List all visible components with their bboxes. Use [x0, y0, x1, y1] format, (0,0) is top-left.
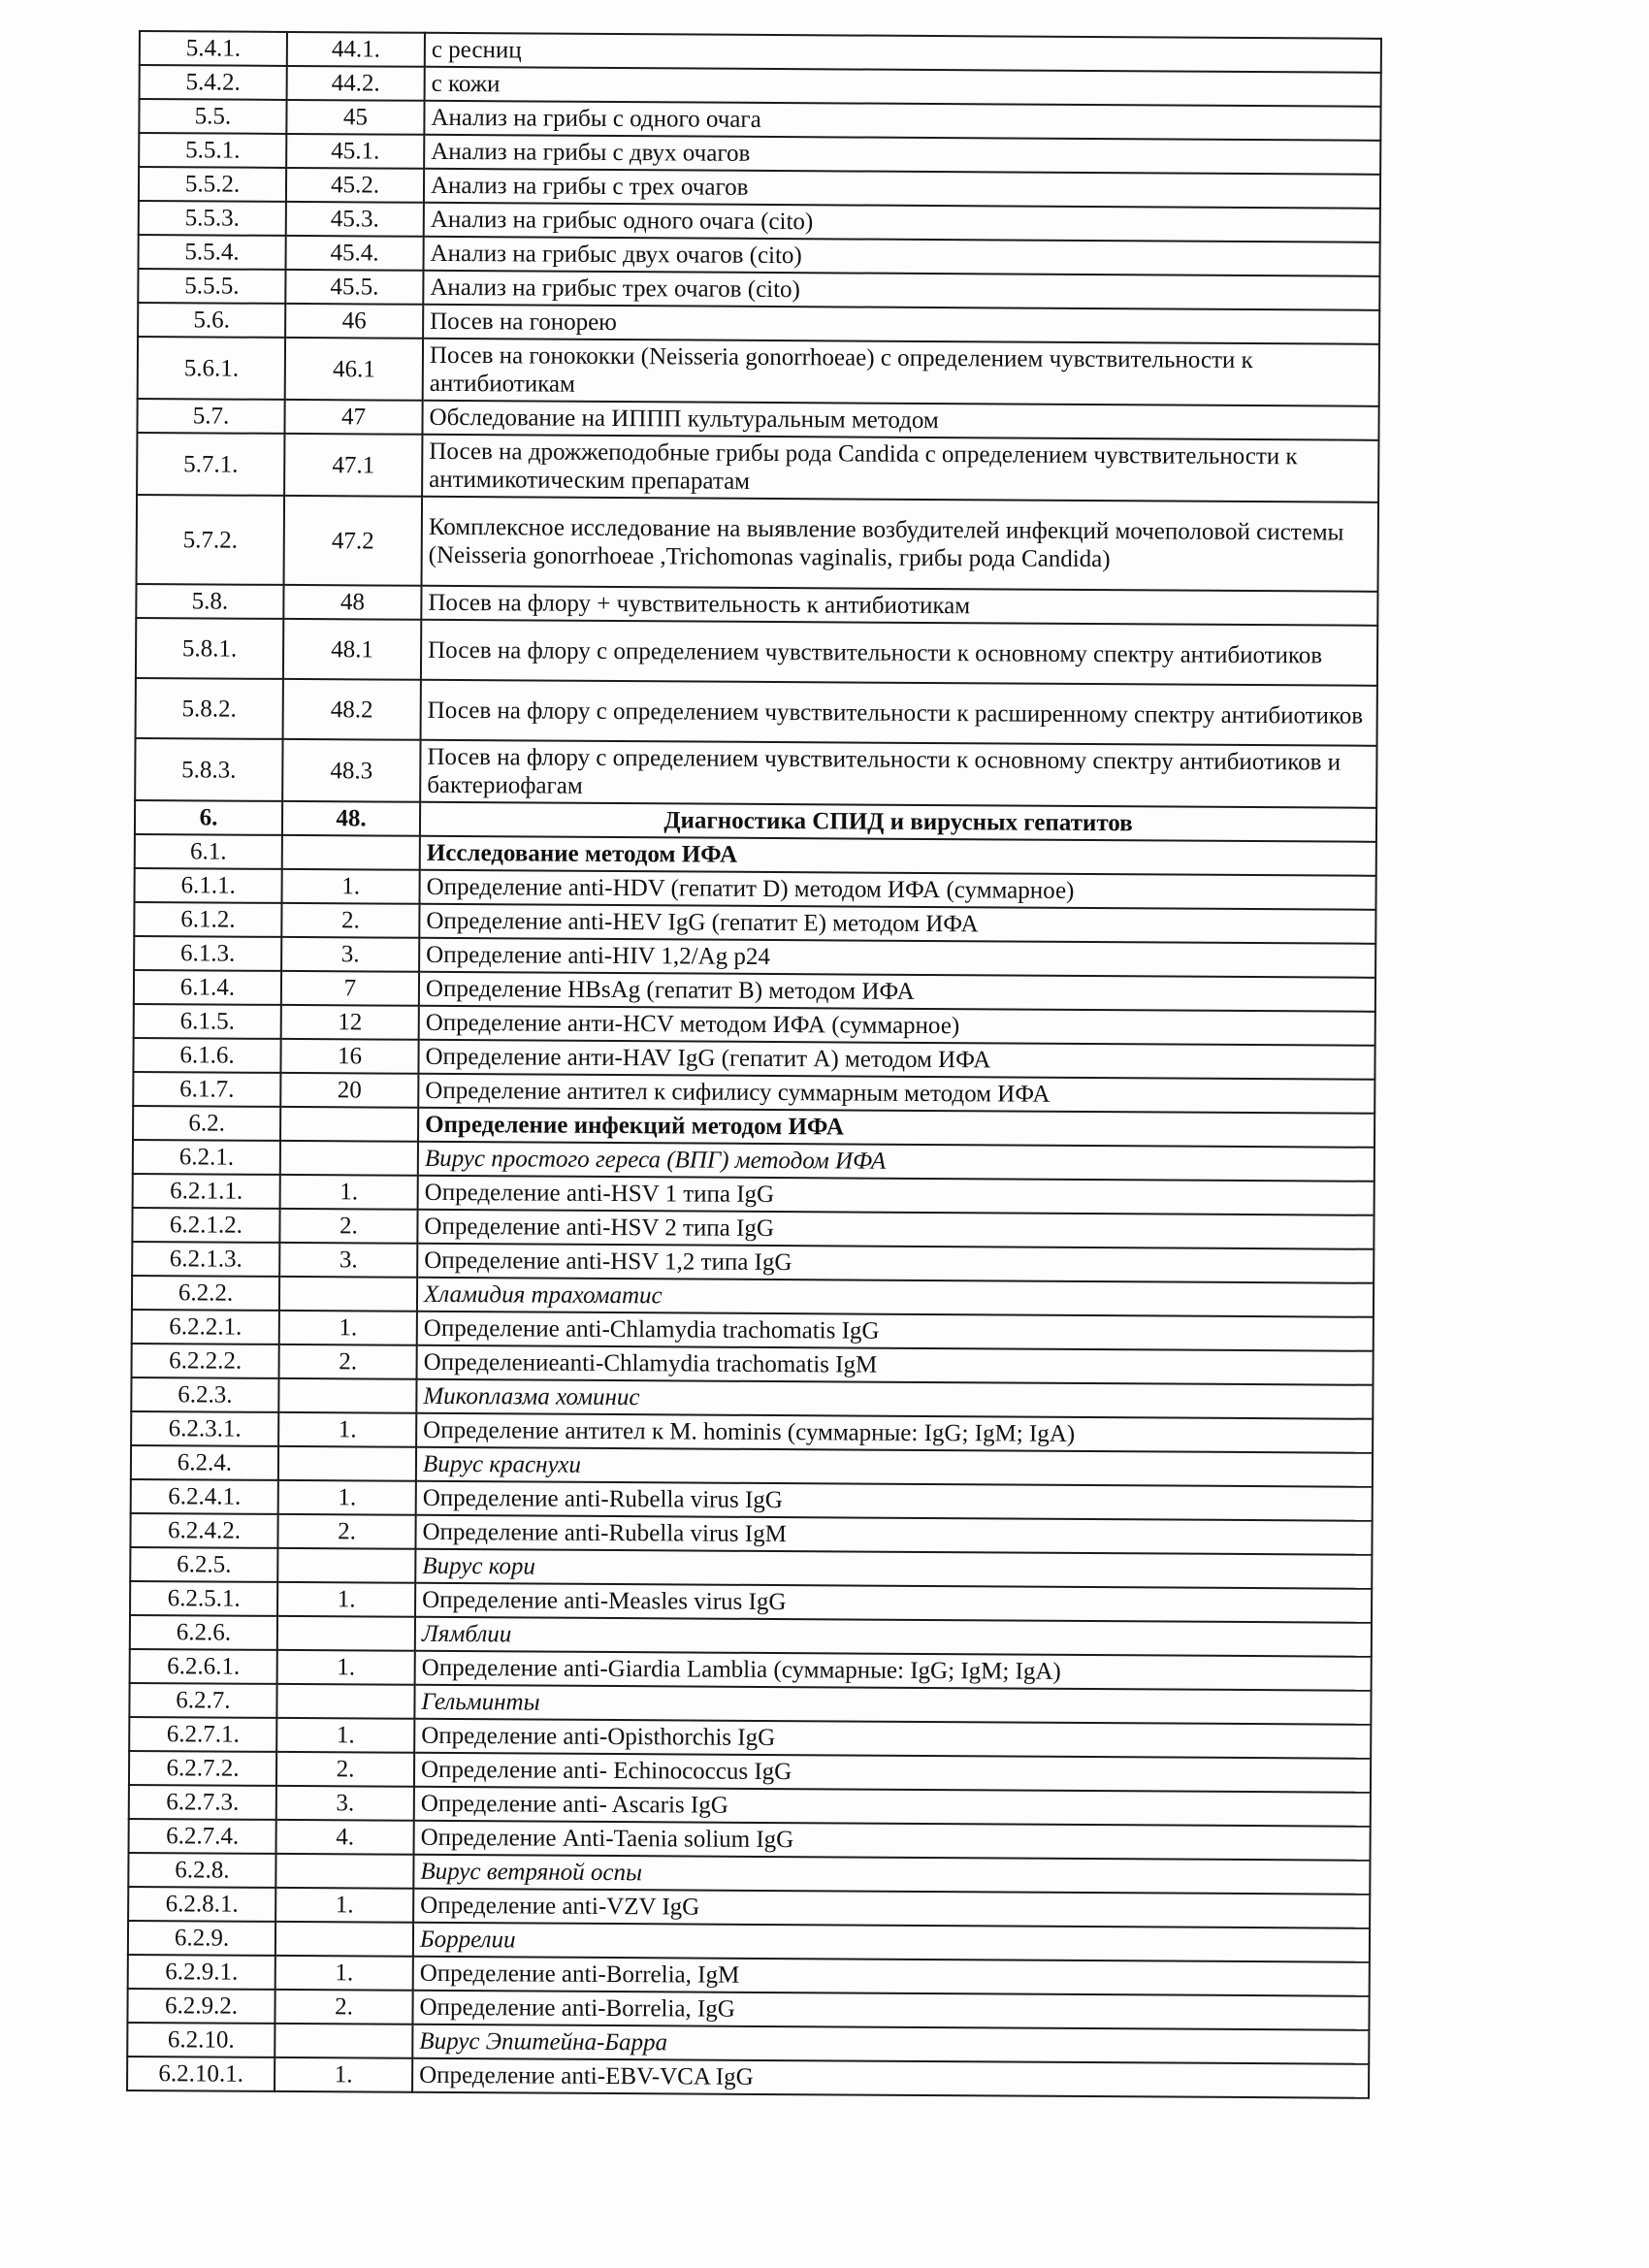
row-number-cell: 48 — [283, 585, 421, 620]
row-number-cell: 2. — [277, 1514, 415, 1549]
row-number-cell — [277, 1548, 415, 1583]
row-service-name-cell: Определение anti- Echinococcus IgG — [414, 1753, 1371, 1793]
row-code-cell: 5.8.1. — [136, 618, 283, 679]
row-service-name-cell: Анализ на грибыс одного очага (cito) — [424, 203, 1380, 243]
row-code-cell: 6.2.4.2. — [130, 1513, 277, 1548]
row-code-cell: 6.2.2.1. — [132, 1310, 279, 1345]
row-number-cell — [275, 1854, 413, 1889]
row-number-cell: 44.2. — [287, 66, 425, 101]
row-number-cell: 1. — [275, 2057, 412, 2092]
row-code-cell: 6.2.5. — [130, 1547, 277, 1582]
row-code-cell: 6.2.8. — [128, 1853, 275, 1888]
row-code-cell: 6.2.1.2. — [132, 1208, 279, 1243]
row-service-name-cell: Посев на флору с определением чувствительности к основному спектру антибиотиков — [421, 620, 1377, 686]
row-number-cell: 48. — [282, 801, 420, 836]
row-number-cell: 3. — [279, 1243, 417, 1278]
row-code-cell: 6.1.1. — [135, 868, 282, 903]
row-service-name-cell: Определение anti-HSV 1,2 типа IgG — [417, 1244, 1374, 1283]
row-service-name-cell: Анализ на грибы с одного очага — [424, 101, 1380, 141]
row-number-cell: 1. — [278, 1412, 416, 1447]
row-service-name-cell: Исследование методом ИФА — [420, 836, 1376, 876]
row-code-cell: 6.2.7.2. — [129, 1751, 276, 1786]
row-service-name-cell: Определение anti-HEV IgG (гепатит E) методом ИФА — [419, 904, 1375, 944]
row-service-name-cell: Определение anti-Borrelia, IgM — [413, 1957, 1370, 1996]
row-service-name-cell: Посев на флору с определением чувствительности к основному спектру антибиотиков и бактериофагам — [420, 740, 1376, 808]
row-number-cell: 1. — [282, 869, 420, 904]
row-service-name-cell: Вирус кори — [415, 1549, 1372, 1589]
row-code-cell: 6.1.2. — [134, 902, 281, 937]
row-service-name-cell: Определение anti-HSV 2 типа IgG — [417, 1210, 1374, 1249]
row-code-cell: 5.7.2. — [137, 495, 285, 585]
row-number-cell: 47.2 — [284, 496, 423, 586]
row-number-cell: 44.1. — [287, 32, 425, 67]
row-code-cell: 6.2.7.1. — [129, 1717, 276, 1752]
row-code-cell: 6.2.4. — [131, 1445, 278, 1480]
row-number-cell: 20 — [280, 1073, 418, 1108]
row-number-cell: 1. — [277, 1650, 415, 1685]
table-body — [127, 31, 1381, 2098]
row-code-cell: 5.4.2. — [140, 65, 287, 100]
table-row — [136, 618, 1377, 686]
row-code-cell: 6.2.1.3. — [132, 1242, 279, 1277]
row-service-name-cell: Определение anti-VZV IgG — [413, 1889, 1370, 1928]
row-number-cell: 7 — [281, 971, 419, 1006]
row-code-cell: 6.2.6.1. — [130, 1649, 277, 1684]
row-service-name-cell: Микоплазма хоминис — [416, 1379, 1373, 1419]
row-number-cell — [275, 1922, 413, 1957]
row-service-name-cell: с ресниц — [425, 33, 1381, 73]
row-number-cell: 1. — [280, 1175, 418, 1210]
row-service-name-cell: Определение anti-Giardia Lamblia (суммарные: IgG; IgM; IgA) — [415, 1651, 1372, 1691]
row-number-cell — [280, 1141, 418, 1176]
row-code-cell: 5.5.2. — [139, 167, 286, 202]
row-number-cell: 4. — [276, 1820, 414, 1855]
row-code-cell: 6.2.7.4. — [129, 1819, 276, 1854]
row-code-cell: 6.2.9. — [128, 1921, 275, 1956]
row-service-name-cell: Анализ на грибы с двух очагов — [424, 135, 1380, 175]
row-number-cell: 2. — [281, 903, 419, 938]
row-number-cell: 1. — [276, 1718, 414, 1753]
row-number-cell: 48.2 — [283, 679, 421, 740]
row-code-cell: 6.2.10.1. — [127, 2057, 275, 2091]
row-service-name-cell: Определение anti-Rubella virus IgM — [415, 1515, 1372, 1555]
row-number-cell: 3. — [276, 1786, 414, 1821]
row-service-name-cell: Обследование на ИППП культуральным методом — [422, 401, 1378, 440]
row-code-cell: 6.2.2.2. — [132, 1344, 279, 1378]
row-number-cell — [278, 1378, 416, 1413]
row-number-cell: 1. — [277, 1582, 415, 1617]
row-code-cell: 6.2.5.1. — [130, 1581, 277, 1616]
row-code-cell: 5.5.5. — [138, 269, 285, 304]
row-number-cell: 1. — [275, 1888, 413, 1923]
row-service-name-cell: с кожи — [425, 67, 1381, 107]
row-number-cell — [277, 1616, 415, 1651]
row-number-cell: 2. — [279, 1209, 417, 1244]
row-code-cell: 6.2.9.1. — [128, 1955, 275, 1990]
row-number-cell: 1. — [279, 1311, 417, 1345]
row-number-cell: 12 — [281, 1005, 419, 1040]
row-code-cell: 5.5.4. — [138, 235, 285, 270]
row-code-cell: 6. — [135, 800, 282, 835]
row-code-cell: 6.2.6. — [130, 1615, 277, 1650]
price-table-wrapper — [126, 30, 1380, 2099]
row-service-name-cell: Вирус простого гереса (ВПГ) методом ИФА — [418, 1142, 1374, 1182]
row-service-name-cell: Хламидия трахоматис — [417, 1278, 1374, 1317]
row-code-cell: 5.7. — [137, 399, 284, 434]
row-code-cell: 6.2.1.1. — [133, 1174, 280, 1209]
row-code-cell: 5.4.1. — [140, 31, 287, 66]
row-number-cell: 48.1 — [283, 619, 421, 680]
row-service-name-cell: Определение anti- Ascaris IgG — [414, 1787, 1371, 1827]
row-code-cell: 6.2.1. — [133, 1140, 280, 1175]
row-code-cell: 6.2.8.1. — [128, 1887, 275, 1922]
row-code-cell: 5.5.1. — [139, 133, 286, 168]
table-row — [137, 495, 1379, 592]
row-service-name-cell: Посев на гонококки (Neisseria gonorrhoeae) с определением чувствительности к антибиотикам — [423, 339, 1379, 406]
row-code-cell: 5.8.2. — [136, 678, 283, 739]
row-service-name-cell: Определение anti-Rubella virus IgG — [416, 1481, 1373, 1521]
row-code-cell: 5.8. — [136, 584, 283, 619]
row-number-cell: 16 — [280, 1039, 418, 1074]
row-service-name-cell: Вирус ветряной оспы — [413, 1855, 1370, 1895]
row-number-cell: 47 — [284, 400, 422, 435]
price-list-table — [126, 30, 1382, 2099]
row-code-cell: 6.1.4. — [134, 970, 281, 1005]
table-row — [136, 678, 1377, 746]
row-service-name-cell: Определение антител к сифилису суммарным методом ИФА — [418, 1074, 1374, 1114]
row-number-cell — [280, 1107, 418, 1142]
row-number-cell: 46 — [285, 304, 423, 339]
row-code-cell: 6.1.6. — [133, 1038, 280, 1073]
table-row — [137, 433, 1378, 502]
row-service-name-cell: Определение anti-Chlamydia trachomatis IgG — [417, 1312, 1374, 1351]
row-code-cell: 6.2.10. — [127, 2023, 275, 2057]
row-service-name-cell: Определение инфекций методом ИФА — [418, 1108, 1374, 1148]
row-code-cell: 6.1.5. — [134, 1004, 281, 1039]
row-service-name-cell: Определение anti-Measles virus IgG — [415, 1583, 1372, 1623]
row-service-name-cell: Посев на флору + чувствительность к антибиотикам — [421, 586, 1377, 626]
row-number-cell: 48.3 — [282, 739, 420, 802]
row-service-name-cell: Определение анти-HCV методом ИФА (суммарное) — [419, 1006, 1375, 1046]
row-code-cell: 6.2.9.2. — [127, 1989, 275, 2024]
row-service-name-cell: Лямблии — [415, 1617, 1372, 1657]
table-row — [138, 337, 1379, 406]
row-code-cell: 5.6.1. — [138, 337, 285, 400]
row-number-cell: 45.2. — [286, 168, 424, 203]
row-service-name-cell: Определение anti-EBV-VCA IgG — [412, 2058, 1369, 2098]
table-row — [127, 2057, 1369, 2098]
row-code-cell: 5.7.1. — [137, 433, 284, 496]
row-service-name-cell: Диагностика СПИД и вирусных гепатитов — [420, 802, 1376, 842]
row-service-name-cell: Определение Anti-Taenia solium IgG — [414, 1821, 1371, 1861]
row-service-name-cell: Анализ на грибыс трех очагов (cito) — [423, 271, 1379, 310]
row-service-name-cell: Определение anti-HDV (гепатит D) методом ИФА (суммарное) — [420, 870, 1376, 910]
row-service-name-cell: Определение anti-Borrelia, IgG — [412, 1991, 1369, 2030]
row-number-cell — [278, 1446, 416, 1481]
row-code-cell: 5.6. — [138, 303, 285, 338]
row-service-name-cell: Вирус Эпштейна-Барра — [412, 2025, 1369, 2064]
row-number-cell: 3. — [281, 937, 419, 972]
row-service-name-cell: Гельминты — [414, 1685, 1371, 1725]
row-service-name-cell: Определение anti-HIV 1,2/Ag p24 — [419, 938, 1375, 978]
row-code-cell: 6.2.2. — [132, 1276, 279, 1311]
row-number-cell — [276, 1684, 414, 1719]
row-service-name-cell: Анализ на грибы с трех очагов — [424, 169, 1380, 209]
row-service-name-cell: Посев на флору с определением чувствительности к расширенному спектру антибиотиков — [421, 680, 1377, 746]
row-service-name-cell: Определение HBsAg (гепатит B) методом ИФА — [419, 972, 1375, 1012]
table-row — [135, 738, 1376, 808]
row-number-cell — [279, 1277, 417, 1312]
row-code-cell: 6.1. — [135, 834, 282, 869]
row-code-cell: 5.8.3. — [135, 738, 282, 801]
row-service-name-cell: Определениеanti-Chlamydia trachomatis IgM — [417, 1345, 1374, 1385]
row-number-cell: 45.4. — [285, 236, 423, 271]
row-number-cell: 45 — [286, 100, 424, 135]
row-service-name-cell: Определение anti-Opisthorchis IgG — [414, 1719, 1371, 1759]
row-number-cell: 2. — [276, 1752, 414, 1787]
row-code-cell: 6.2. — [133, 1106, 280, 1141]
row-code-cell: 6.1.3. — [134, 936, 281, 971]
row-code-cell: 6.2.4.1. — [131, 1479, 278, 1514]
row-number-cell: 45.3. — [286, 202, 424, 237]
row-code-cell: 6.2.7.3. — [129, 1785, 276, 1820]
row-number-cell: 1. — [275, 1956, 413, 1991]
row-service-name-cell: Анализ на грибыс двух очагов (cito) — [423, 237, 1379, 276]
row-number-cell: 46.1 — [285, 338, 423, 401]
row-service-name-cell: Определение антител к M. hominis (суммарные: IgG; IgM; IgA) — [416, 1413, 1373, 1453]
row-service-name-cell: Вирус краснухи — [416, 1447, 1373, 1487]
row-service-name-cell: Боррелии — [413, 1923, 1370, 1962]
row-code-cell: 6.2.3.1. — [131, 1411, 278, 1446]
row-number-cell — [282, 835, 420, 870]
row-number-cell — [275, 2024, 412, 2058]
row-service-name-cell: Определение anti-HSV 1 типа IgG — [418, 1176, 1374, 1215]
row-code-cell: 5.5.3. — [139, 201, 286, 236]
row-code-cell: 5.5. — [139, 99, 286, 134]
row-code-cell: 6.1.7. — [133, 1072, 280, 1107]
row-number-cell: 2. — [275, 1990, 412, 2025]
row-service-name-cell: Посев на гонорею — [423, 305, 1379, 344]
row-code-cell: 6.2.3. — [131, 1377, 278, 1412]
row-number-cell: 47.1 — [284, 434, 422, 497]
row-number-cell: 45.1. — [286, 134, 424, 169]
row-number-cell: 45.5. — [285, 270, 423, 305]
row-service-name-cell: Посев на дрожжеподобные грибы рода Candida с определением чувствительности к антимикотическим препаратам — [422, 435, 1378, 502]
row-number-cell: 1. — [278, 1480, 416, 1515]
row-service-name-cell: Комплексное исследование на выявление возбудителей инфекций мочеполовой системы (Neisseria gonorrhoeae ,Trichomonas vaginalis, грибы рода Candida) — [422, 497, 1379, 592]
row-number-cell: 2. — [279, 1345, 417, 1379]
row-code-cell: 6.2.7. — [129, 1683, 276, 1718]
row-service-name-cell: Определение анти-HAV IgG (гепатит A) методом ИФА — [418, 1040, 1374, 1080]
